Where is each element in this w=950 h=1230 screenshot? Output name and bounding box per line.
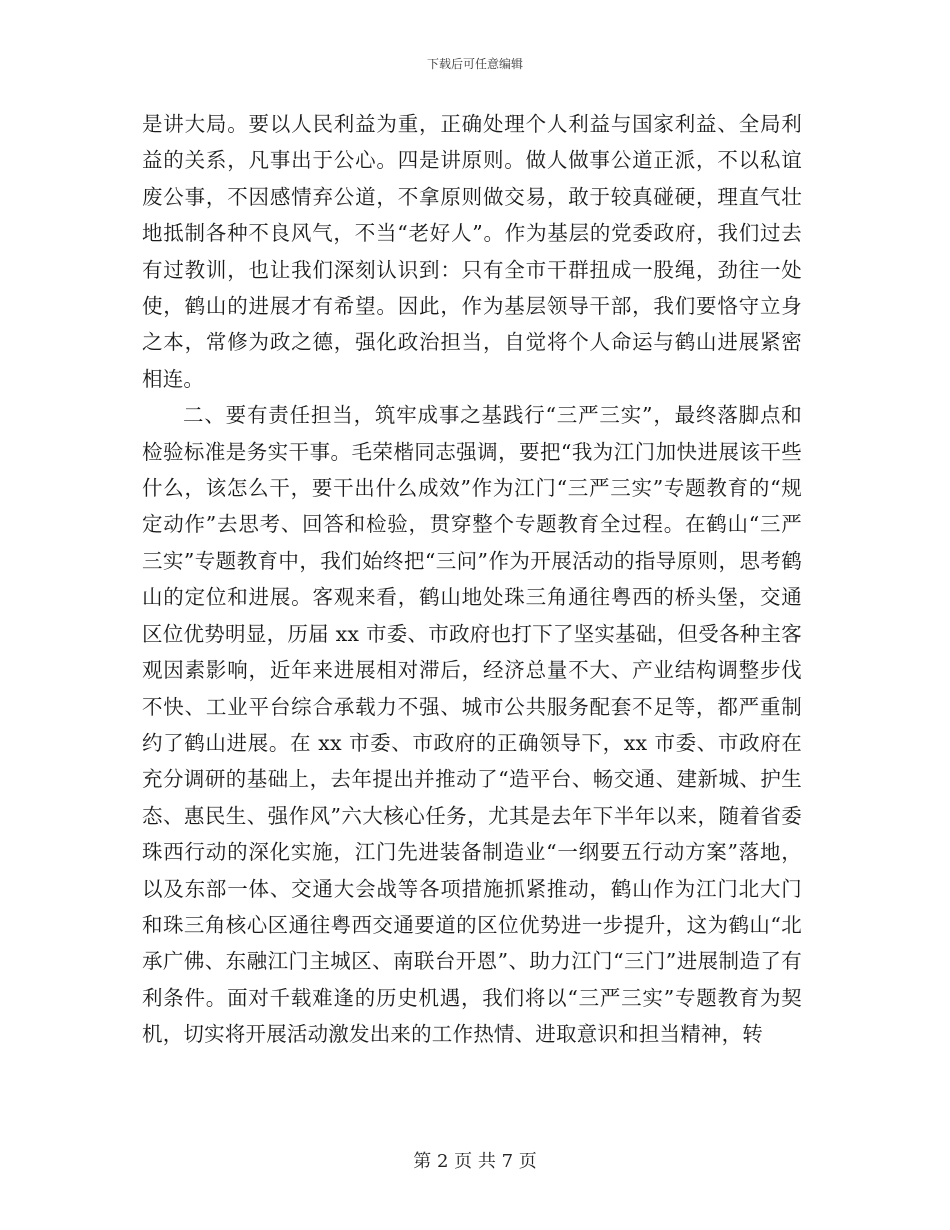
page-number: 第 2 页 共 7 页 [413,1151,537,1172]
header-note: 下载后可任意编辑 [426,57,523,71]
paragraph-2: 二、要有责任担当，筑牢成事之基践行“三严三实”，最终落脚点和检验标准是务实干事。毛荣楷同志强调，要把“我为江门加快进展该干些什么，该怎么干，要干出什么成效”作为江门“三严三实”专题教育的“规定动作”去思考、回答和检验，贯穿整个专题教育全过程。在鹤山“三严三实”专题教育中，我们始终把“三问”作为开展活动的指导原则，思考鹤山的定位和进展。客观来看，鹤山地处珠三角通往粤西的桥头堡，交通区位优势明显，历届 xx 市委、市政府也打下了坚实基础，但受各种主客观因素影响，近年来进展相对滞后，经济总量不大、产业结构调整步伐不快、工业平台综合承载力不强、城市公共服务配套不足等，都严重制约了鹤山进展。在 xx 市委、市政府的正确领导下，xx 市委、市政府在充分调研的基础上，去年提出并推动了“造平台、畅交通、建新城、护生态、惠民生、强作风”六大核心任务，尤其是去年下半年以来，随着省委珠西行动的深化实施，江门先进装备制造业“一纲要五行动方案”落地，以及东部一体、交通大会战等各项措施抓紧推动，鹤山作为江门北大门和珠三角核心区通往粤西交通要道的区位优势进一步提升，这为鹤山“北承广佛、东融江门主城区、南联台开恩”、助力江门“三门”进展制造了有利条件。面对千载难逢的历史机遇，我们将以“三严三实”专题教育为契机，切实将开展活动激发出来的工作热情、进取意识和担当精神，转 [142,403,802,1047]
paragraph-1: 是讲大局。要以人民利益为重，正确处理个人利益与国家利益、全局利益的关系，凡事出于公心。四是讲原则。做人做事公道正派，不以私谊废公事，不因感情弃公道，不拿原则做交易，敢于较真碰硬，理直气壮地抵制各种不良风气，不当“老好人”。作为基层的党委政府，我们过去有过教训，也让我们深刻认识到：只有全市干群扭成一股绳，劲往一处使，鹤山的进展才有希望。因此，作为基层领导干部，我们要恪守立身之本，常修为政之德，强化政治担当，自觉将个人命运与鹤山进展紧密相连。 [142,112,802,391]
document-body [142,106,802,1053]
page-header [0,56,950,72]
page-footer [0,1150,950,1174]
